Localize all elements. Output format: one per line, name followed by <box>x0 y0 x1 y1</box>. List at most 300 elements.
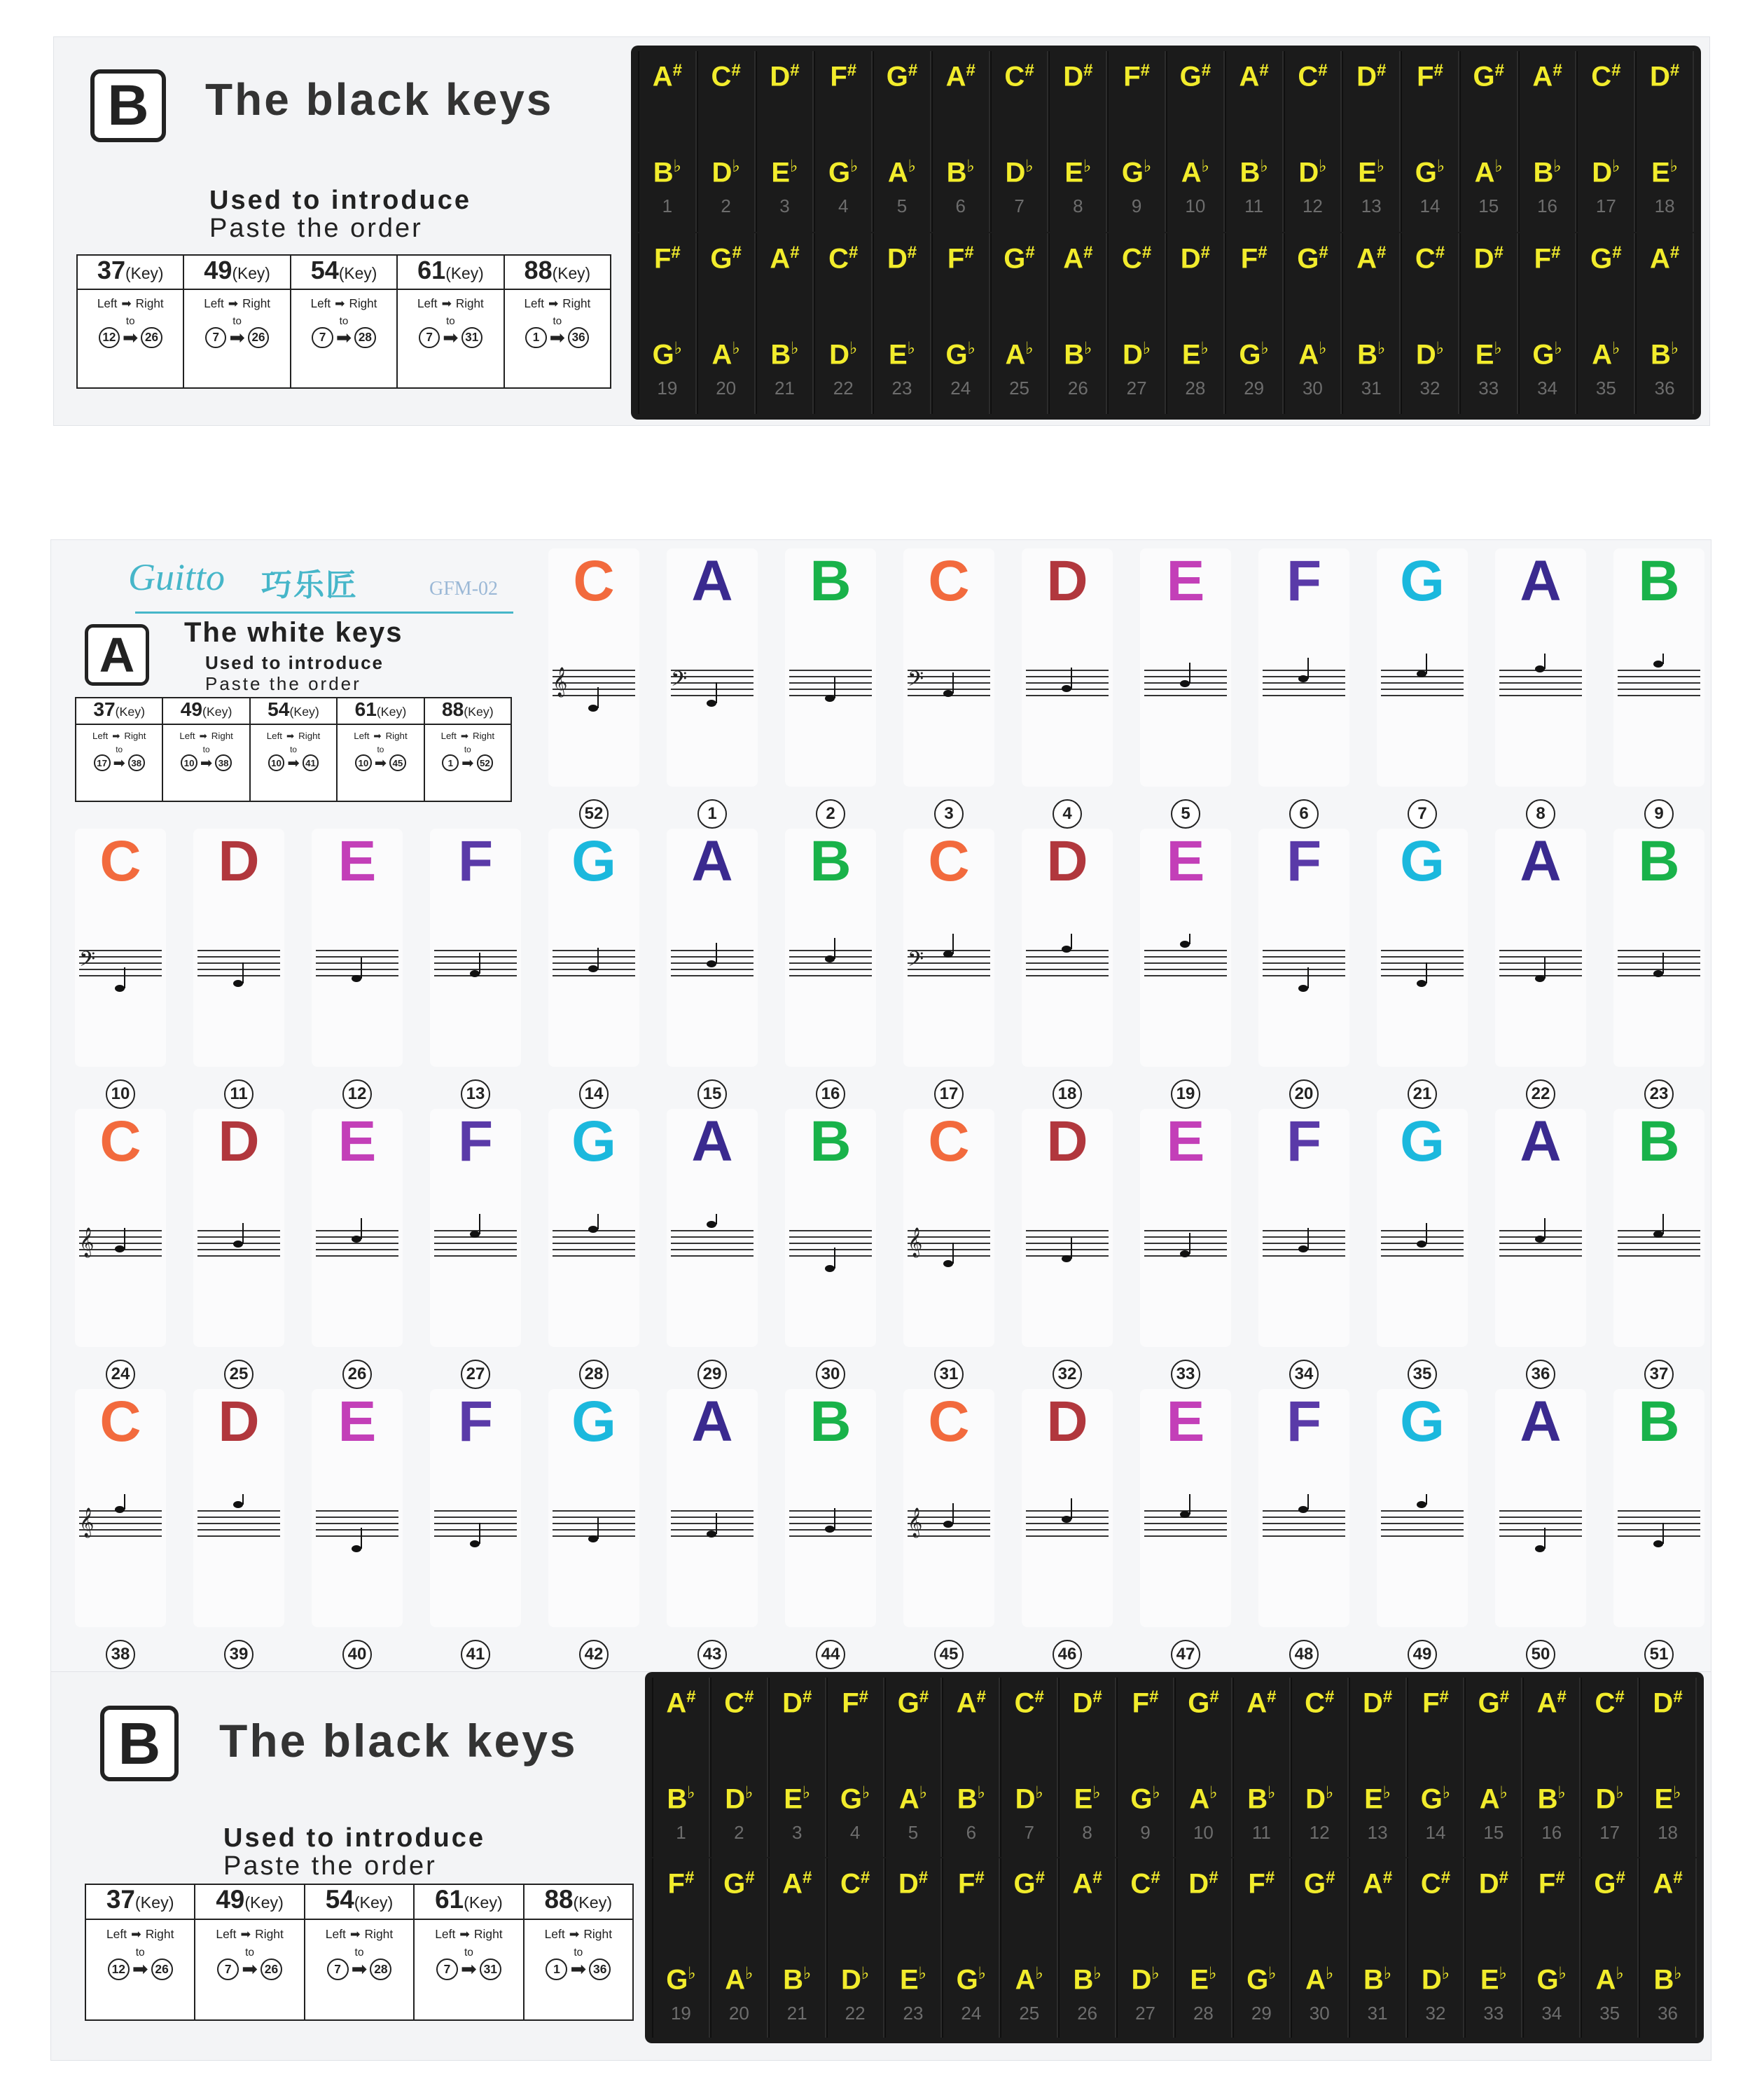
flat-note-label: D♭ <box>711 157 740 188</box>
white-key-letter: B <box>1638 1110 1680 1173</box>
white-key-number: 18 <box>1053 1079 1082 1109</box>
note-head-icon <box>352 975 361 982</box>
flat-note-label: G♭ <box>1121 157 1152 188</box>
arrow-right-icon: ➡ <box>374 754 387 771</box>
music-staff <box>1022 654 1113 717</box>
white-key-letter: E <box>338 829 377 893</box>
flat-sign-icon: ♭ <box>1499 1964 1507 1983</box>
white-keys-title: The white keys <box>184 617 403 648</box>
arrow-right-icon: ➡ <box>373 730 382 741</box>
note-head-icon <box>1417 980 1426 987</box>
sharp-note-label: F# <box>1240 243 1268 275</box>
order-column <box>86 1885 195 2019</box>
sharp-note-label: F# <box>1132 1687 1159 1719</box>
white-key-letter: B <box>810 549 852 613</box>
flat-sign-icon: ♭ <box>674 339 683 358</box>
sharp-sign-icon: # <box>907 243 917 262</box>
order-column <box>305 1885 415 2019</box>
black-key <box>1349 1678 1407 1857</box>
paste-the-order-label: Paste the order <box>223 1851 437 1881</box>
flat-sign-icon: ♭ <box>1325 1783 1334 1802</box>
black-key <box>652 1858 710 2038</box>
sharp-note-label: A# <box>945 61 975 92</box>
flat-note-label: B♭ <box>1357 339 1386 371</box>
note-head-icon <box>115 985 125 992</box>
black-key-number: 11 <box>1244 195 1264 216</box>
white-key <box>1022 548 1113 823</box>
sharp-note-label: G# <box>1297 243 1328 275</box>
left-right-label <box>106 1927 174 1942</box>
note-head-icon <box>1298 985 1308 992</box>
music-staff <box>75 1494 166 1557</box>
order-column <box>76 698 163 801</box>
white-key-number: 24 <box>106 1360 135 1389</box>
key-count-value: 54 <box>325 1885 354 1914</box>
black-key-number: 17 <box>1599 1822 1620 1843</box>
sharp-note-label: A# <box>770 243 800 275</box>
music-staff <box>667 1494 758 1557</box>
key-count-suffix: (Key) <box>232 264 270 282</box>
sharp-sign-icon: # <box>1669 61 1680 80</box>
paste-the-order-label: Paste the order <box>209 214 423 243</box>
sharp-note-label: A# <box>1362 1868 1393 1900</box>
music-staff <box>785 934 876 997</box>
white-key-number: 39 <box>224 1640 254 1669</box>
key-count-value: 88 <box>524 256 553 284</box>
white-key <box>785 1109 876 1383</box>
flat-note-label: A♭ <box>898 1783 928 1815</box>
music-staff <box>193 934 284 997</box>
key-count-suffix: (Key) <box>445 264 484 282</box>
flat-note-label: G♭ <box>840 1783 870 1815</box>
arrow-right-icon: ➡ <box>570 1958 587 1980</box>
order-range <box>217 1958 282 1980</box>
sharp-note-label: C# <box>1420 1868 1451 1900</box>
key-count-value: 61 <box>354 698 377 720</box>
white-key-number: 30 <box>816 1360 845 1389</box>
flat-note-label: A♭ <box>711 339 740 371</box>
white-key-number: 45 <box>934 1640 964 1669</box>
white-key-number: 5 <box>1171 799 1200 829</box>
sharp-sign-icon: # <box>731 61 741 80</box>
sharp-sign-icon: # <box>1553 61 1562 80</box>
note-head-icon <box>352 1236 361 1243</box>
music-staff <box>75 1214 166 1277</box>
sharp-sign-icon: # <box>1209 1868 1218 1887</box>
sharp-note-label: C# <box>1305 1687 1335 1719</box>
white-key <box>1495 548 1586 823</box>
sharp-note-label: D# <box>887 243 917 275</box>
note-head-icon <box>943 1521 953 1528</box>
sharp-note-label: G# <box>710 243 742 275</box>
sharp-note-label: C# <box>1130 1868 1160 1900</box>
white-key-letter: D <box>1046 1390 1088 1453</box>
sharp-sign-icon: # <box>1151 1868 1160 1887</box>
flat-note-label: B♭ <box>957 1783 985 1815</box>
note-head-icon <box>707 1221 716 1228</box>
arrow-right-icon: ➡ <box>113 754 125 771</box>
black-key-number: 6 <box>966 1822 977 1843</box>
sharp-sign-icon: # <box>686 1687 696 1706</box>
black-key-number: 10 <box>1185 195 1206 216</box>
right-label: Right <box>583 1927 613 1942</box>
music-staff <box>667 1214 758 1277</box>
sharp-note-label: D# <box>1649 61 1680 92</box>
flat-note-label: D♭ <box>1298 157 1327 188</box>
sharp-note-label: G# <box>1590 243 1622 275</box>
note-head-icon <box>1180 941 1190 948</box>
black-key-number: 27 <box>1126 378 1147 399</box>
note-head-icon <box>1535 1236 1545 1243</box>
white-key-number: 23 <box>1644 1079 1674 1109</box>
note-head-icon <box>588 1535 598 1542</box>
black-key-number: 8 <box>1082 1822 1092 1843</box>
left-right-label <box>97 297 164 311</box>
black-key-number: 3 <box>779 195 790 216</box>
white-key-number: 15 <box>697 1079 727 1109</box>
black-key <box>1174 1678 1232 1857</box>
black-key <box>1232 1858 1291 2038</box>
black-key <box>1464 1678 1522 1857</box>
sharp-sign-icon: # <box>1611 61 1621 80</box>
flat-sign-icon: ♭ <box>1436 157 1445 176</box>
music-staff <box>1377 934 1468 997</box>
key-count-suffix: (Key) <box>552 264 591 282</box>
note-head-icon <box>1298 675 1308 682</box>
black-key <box>1058 1858 1116 2038</box>
order-key-count <box>415 1885 522 1920</box>
note-head-icon <box>1180 1250 1190 1257</box>
flat-note-label: B♭ <box>770 339 799 371</box>
sharp-sign-icon: # <box>672 61 682 80</box>
white-key-letter: B <box>810 1110 852 1173</box>
flat-note-label: D♭ <box>1421 1964 1450 1996</box>
arrow-right-icon: ➡ <box>569 1927 580 1942</box>
music-staff <box>1377 654 1468 717</box>
black-key <box>990 51 1049 232</box>
key-count-suffix: (Key) <box>115 705 146 719</box>
sharp-note-label: A# <box>1246 1687 1277 1719</box>
order-range <box>355 754 406 772</box>
left-right-label <box>524 297 590 311</box>
black-key <box>1576 51 1635 232</box>
flat-sign-icon: ♭ <box>1142 339 1151 358</box>
white-key-letter: G <box>1400 829 1445 893</box>
sharp-sign-icon: # <box>1318 61 1328 80</box>
flat-note-label: B♭ <box>1073 1964 1102 1996</box>
key-count-value: 54 <box>310 256 339 284</box>
black-key <box>768 1678 826 1857</box>
flat-sign-icon: ♭ <box>1557 1783 1566 1802</box>
treble-clef-icon: 𝄞 <box>553 668 568 696</box>
flat-note-label: E♭ <box>1064 157 1092 188</box>
sharp-sign-icon: # <box>966 61 975 80</box>
sharp-note-label: A# <box>1239 61 1269 92</box>
flat-sign-icon: ♭ <box>1151 1964 1160 1983</box>
note-head-icon <box>115 1245 125 1252</box>
flat-note-label: D♭ <box>725 1783 754 1815</box>
flat-sign-icon: ♭ <box>1201 157 1209 176</box>
treble-clef-icon: 𝄞 <box>79 1228 95 1257</box>
order-column <box>415 1885 524 2019</box>
flat-note-label: E♭ <box>1651 157 1679 188</box>
key-order-table <box>85 1884 634 2021</box>
white-key-letter: B <box>1638 1390 1680 1453</box>
flat-sign-icon: ♭ <box>1436 339 1445 358</box>
black-key-number: 25 <box>1009 378 1029 399</box>
flat-sign-icon: ♭ <box>1093 1964 1102 1983</box>
white-key-number: 13 <box>461 1079 490 1109</box>
note-head-icon <box>1180 1511 1190 1518</box>
order-key-count <box>425 698 511 725</box>
white-key-number: 19 <box>1171 1079 1200 1109</box>
flat-sign-icon: ♭ <box>1035 1964 1043 1983</box>
white-key-number: 3 <box>934 799 964 829</box>
sheet-letter-b: B <box>90 69 166 142</box>
music-staff <box>193 1494 284 1557</box>
white-key-letter: C <box>573 549 615 613</box>
sharp-note-label: G# <box>1478 1687 1510 1719</box>
white-key <box>75 829 166 1103</box>
white-key-number: 14 <box>579 1079 609 1109</box>
flat-note-label: E♭ <box>1364 1783 1391 1815</box>
flat-note-label: E♭ <box>771 157 798 188</box>
left-label: Left <box>524 296 544 310</box>
arrow-right-icon: ➡ <box>548 296 559 310</box>
white-key <box>548 548 639 823</box>
music-staff <box>1140 934 1231 997</box>
black-key <box>1232 1678 1291 1857</box>
bass-clef-icon: 𝄢 <box>671 668 688 696</box>
sharp-note-label: A# <box>1649 243 1680 275</box>
white-key-letter: F <box>1286 1110 1322 1173</box>
sharp-note-label: D# <box>782 1687 812 1719</box>
flat-sign-icon: ♭ <box>967 339 975 358</box>
note-head-icon <box>233 980 243 987</box>
sharp-sign-icon: # <box>1141 243 1152 262</box>
key-count-suffix: (Key) <box>464 1893 503 1912</box>
black-key <box>814 233 873 414</box>
black-key-number: 18 <box>1658 1822 1678 1843</box>
sharp-note-label: A# <box>956 1687 986 1719</box>
black-key-number: 24 <box>961 2003 982 2024</box>
black-key-number: 31 <box>1361 378 1382 399</box>
music-staff <box>1258 1494 1349 1557</box>
music-staff <box>1022 1494 1113 1557</box>
flat-note-label: D♭ <box>1015 1783 1043 1815</box>
white-key <box>193 1109 284 1383</box>
white-key <box>667 1389 758 1664</box>
white-key-number: 44 <box>816 1640 845 1669</box>
sharp-note-label: C# <box>724 1687 754 1719</box>
order-column <box>525 1885 632 2019</box>
flat-sign-icon: ♭ <box>1674 1964 1682 1983</box>
black-key-number: 1 <box>676 1822 686 1843</box>
sharp-sign-icon: # <box>859 1687 868 1706</box>
sharp-sign-icon: # <box>1376 243 1387 262</box>
sharp-sign-icon: # <box>1382 1687 1393 1706</box>
white-key-letter: D <box>218 1390 260 1453</box>
flat-sign-icon: ♭ <box>1152 1783 1160 1802</box>
black-key-number: 35 <box>1599 2003 1620 2024</box>
flat-note-label: A♭ <box>1592 339 1620 371</box>
flat-sign-icon: ♭ <box>1612 157 1620 176</box>
arrow-right-icon: ➡ <box>459 1927 470 1942</box>
sharp-note-label: D# <box>1188 1868 1218 1900</box>
flat-sign-icon: ♭ <box>1383 1964 1392 1983</box>
black-key-number: 21 <box>786 2003 807 2024</box>
sharp-note-label: C# <box>840 1868 870 1900</box>
white-key-number: 29 <box>697 1360 727 1389</box>
key-order-table <box>76 254 611 389</box>
sharp-note-label: F# <box>842 1687 868 1719</box>
right-label: Right <box>349 296 377 310</box>
black-key <box>990 233 1049 414</box>
sharp-sign-icon: # <box>802 1868 812 1887</box>
left-label: Left <box>440 731 457 742</box>
flat-note-label: E♭ <box>784 1783 811 1815</box>
key-count-value: 88 <box>441 698 464 720</box>
order-key-count <box>525 1885 632 1920</box>
white-key <box>1258 548 1349 823</box>
white-key-letter: F <box>457 1390 494 1453</box>
right-label: Right <box>242 296 270 310</box>
flat-note-label: G♭ <box>828 157 859 188</box>
range-start: 12 <box>99 327 120 348</box>
music-staff <box>1377 1214 1468 1277</box>
flat-note-label: G♭ <box>1130 1783 1160 1815</box>
white-key-number: 17 <box>934 1079 964 1109</box>
treble-clef-icon: 𝄞 <box>908 1228 923 1257</box>
flat-sign-icon: ♭ <box>745 1783 754 1802</box>
flat-sign-icon: ♭ <box>1494 339 1502 358</box>
black-key-number: 9 <box>1131 195 1142 216</box>
flat-sign-icon: ♭ <box>966 157 975 176</box>
white-key <box>785 548 876 823</box>
sharp-sign-icon: # <box>1499 1868 1508 1887</box>
flat-sign-icon: ♭ <box>1670 339 1679 358</box>
order-column <box>425 698 511 801</box>
left-label: Left <box>97 296 118 310</box>
white-key-number: 10 <box>106 1079 135 1109</box>
black-key <box>1635 51 1694 232</box>
music-staff <box>1613 934 1704 997</box>
sharp-sign-icon: # <box>1259 61 1269 80</box>
black-key-number: 18 <box>1654 195 1675 216</box>
to-label: to <box>290 744 297 754</box>
music-staff <box>548 1494 639 1557</box>
to-label: to <box>245 1946 255 1959</box>
flat-sign-icon: ♭ <box>1553 157 1562 176</box>
flat-sign-icon: ♭ <box>862 1783 870 1802</box>
range-end: 36 <box>589 1959 611 1980</box>
sharp-note-label: G# <box>723 1868 755 1900</box>
right-label: Right <box>385 731 408 742</box>
left-right-label <box>179 731 232 742</box>
range-end: 36 <box>568 327 589 348</box>
white-key-number: 21 <box>1408 1079 1437 1109</box>
music-staff <box>903 1494 994 1557</box>
flat-sign-icon: ♭ <box>1499 1783 1508 1802</box>
left-label: Left <box>310 296 331 310</box>
right-label: Right <box>135 296 164 310</box>
black-key-number: 30 <box>1302 378 1323 399</box>
right-label: Right <box>472 731 495 742</box>
arrow-right-icon: ➡ <box>242 1958 258 1980</box>
flat-sign-icon: ♭ <box>1200 339 1209 358</box>
flat-note-label: D♭ <box>1415 339 1445 371</box>
black-key <box>1401 51 1459 232</box>
white-key-letter: D <box>218 1110 260 1173</box>
white-key <box>430 1109 521 1383</box>
order-key-count <box>305 1885 413 1920</box>
note-head-icon <box>707 1531 716 1538</box>
music-staff <box>1613 1494 1704 1557</box>
black-keys-row-2 <box>652 1858 1697 2038</box>
sharp-note-label: F# <box>667 1868 695 1900</box>
note-head-icon <box>1298 1245 1308 1252</box>
note-head-icon <box>1535 975 1545 982</box>
sharp-sign-icon: # <box>1557 1687 1567 1706</box>
black-key <box>652 1678 710 1857</box>
flat-sign-icon: ♭ <box>1209 1783 1218 1802</box>
key-count-suffix: (Key) <box>376 705 407 719</box>
white-key <box>903 1389 994 1664</box>
to-label: to <box>574 1946 583 1959</box>
sharp-note-label: C# <box>711 61 741 92</box>
sharp-sign-icon: # <box>1494 243 1504 262</box>
black-key <box>638 233 697 414</box>
white-key <box>548 1389 639 1664</box>
range-start: 17 <box>94 754 111 771</box>
sharp-note-label: G# <box>1188 1687 1219 1719</box>
flat-note-label: D♭ <box>840 1964 870 1996</box>
flat-sign-icon: ♭ <box>1268 1783 1276 1802</box>
sharp-note-label: G# <box>1594 1868 1625 1900</box>
sharp-note-label: F# <box>653 243 681 275</box>
music-staff <box>903 654 994 717</box>
white-key <box>1258 1389 1349 1664</box>
black-key <box>884 1858 943 2038</box>
range-start: 7 <box>312 327 333 348</box>
sharp-note-label: D# <box>1063 61 1093 92</box>
note-head-icon <box>1062 1255 1071 1262</box>
sharp-note-label: A# <box>1536 1687 1567 1719</box>
black-key <box>1284 51 1342 232</box>
flat-note-label: D♭ <box>1592 157 1620 188</box>
sharp-sign-icon: # <box>1092 1687 1102 1706</box>
black-key-number: 14 <box>1419 195 1440 216</box>
white-key-letter: C <box>928 1110 970 1173</box>
white-key-letter: F <box>457 829 494 893</box>
white-key-number: 35 <box>1408 1360 1437 1389</box>
black-key <box>1518 51 1577 232</box>
order-range <box>546 1958 611 1980</box>
flat-sign-icon: ♭ <box>978 1964 987 1983</box>
sharp-sign-icon: # <box>1615 1687 1625 1706</box>
white-key <box>193 1389 284 1664</box>
order-column <box>398 256 504 387</box>
black-keys-row-1 <box>638 51 1694 232</box>
black-key <box>1225 51 1284 232</box>
flat-note-label: G♭ <box>1415 157 1445 188</box>
sharp-note-label: D# <box>1478 1868 1508 1900</box>
black-keys-title: The black keys <box>219 1715 578 1767</box>
range-start: 1 <box>442 754 459 771</box>
flat-note-label: D♭ <box>1305 1783 1334 1815</box>
white-key <box>1495 1389 1586 1664</box>
black-keys-panel <box>645 1672 1704 2043</box>
